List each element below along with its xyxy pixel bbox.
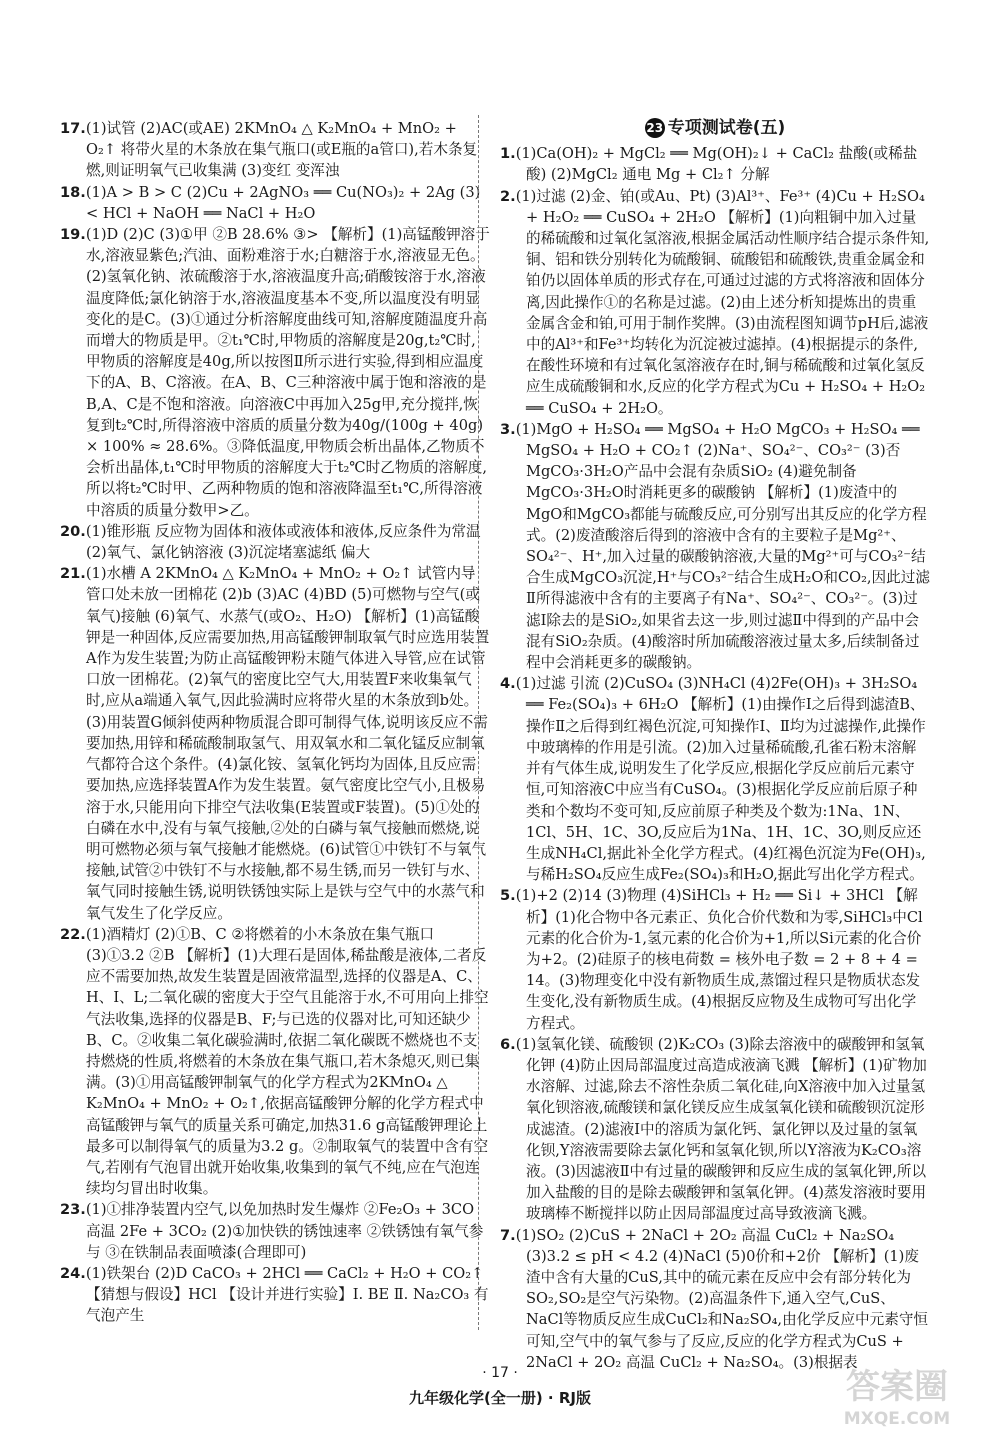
page-number: · 17 · — [482, 1365, 518, 1381]
answer-item — [60, 182, 490, 224]
answer-number: 5. — [500, 887, 516, 905]
answer-item — [500, 1034, 930, 1225]
section-title-text: 专项测试卷(五) — [667, 118, 786, 138]
answer-number: 22. — [60, 925, 86, 943]
right-column-items — [500, 143, 930, 1373]
answer-number: 20. — [60, 522, 86, 540]
answer-text: (1)Ca(OH)₂ + MgCl₂ ══ Mg(OH)₂↓ + CaCl₂ 盐酸(或稀盐酸) (2)MgCl₂ 通电 Mg + Cl₂↑ 分解 — [515, 145, 918, 184]
answer-number: 7. — [500, 1226, 516, 1244]
answer-item — [500, 885, 930, 1033]
answer-text: (1)+2 (2)14 (3)物理 (4)SiHCl₃ + H₂ ══ Si↓ + 3HCl 【解析】(1)化合物中各元素正、负化合价代数和为零,SiHCl₃中Cl元素的化合价为-1,氢元素的化合价为+1,所以Si元素的化合价为+2。(2)硅原子的核电荷数 = 核外电子数 = 2 + 8 + 4 = 14。(3)物理变化中没有新物质生成,蒸馏过程只是物质状态发生变化,没有新物质生成。(4)根据反应物及生成物可写出化学方程式。 — [515, 887, 923, 1032]
section-title — [500, 118, 930, 139]
answer-item — [500, 673, 930, 885]
watermark-url: MXQE.COM — [843, 1409, 951, 1429]
answer-item — [500, 186, 930, 419]
answer-number: 19. — [60, 226, 86, 244]
answer-text: (1)铁架台 (2)D CaCO₃ + 2HCl ══ CaCl₂ + H₂O + CO₂↑ 【猜想与假设】HCl 【设计并进行实验】Ⅰ. BE Ⅱ. Na₂CO₃ 有气泡产生 — [85, 1264, 489, 1325]
answer-text: (1)①排净装置内空气,以免加热时发生爆炸 ②Fe₂O₃ + 3CO 高温 2Fe + 3CO₂ (2)①加快铁的锈蚀速率 ②铁锈蚀有氧气参与 ③在铁制品表面喷漆(合理即可) — [85, 1201, 484, 1261]
answer-text: (1)SO₂ (2)CuS + 2NaCl + 2O₂ 高温 CuCl₂ + Na₂SO₄ (3)3.2 ≤ pH < 4.2 (4)NaCl (5)0价和+2价 【解析】(1)废渣中含有大量的CuS,其中的硫元素在反应中会有部分转化为SO₂,SO₂是空气污染物。(2)高温条件下,通入空气,CuS、NaCl等物质反应生成CuCl₂和Na₂SO₄,由化学反应中元素守恒可知,空气中的氧气参与了反应,反应的化学方程式为CuS + 2NaCl + 2O₂ 高温 CuCl₂ + Na₂SO₄。(3)根据表 — [515, 1226, 929, 1371]
answer-item — [60, 224, 490, 521]
book-title: 九年级化学(全一册) · RJ版 — [409, 1389, 591, 1407]
answer-number: 24. — [60, 1264, 86, 1282]
answer-number: 4. — [500, 675, 516, 693]
answer-number: 23. — [60, 1201, 86, 1219]
answer-item — [500, 419, 930, 673]
answer-item — [500, 1225, 930, 1373]
answer-text: (1)过滤 (2)金、铂(或Au、Pt) (3)Al³⁺、Fe³⁺ (4)Cu + H₂SO₄ + H₂O₂ ══ CuSO₄ + 2H₂O 【解析】(1)向粗铜中加入过量的稀硫酸和过氧化氢溶液,根据金属活动性顺序结合提示条件知,铜、铝和铁分别转化为硫酸铜、硫酸铝和硫酸铁,贵重金属金和铂仍以固体单质的形式存在,可通过过滤的方式将溶液和固体分离,因此操作①的名称是过滤。(2)由上述分析知提炼出的贵重金属含金和铂,可用于制作奖牌。(3)由流程图知调节pH后,滤液中的Al³⁺和Fe³⁺均转化为沉淀被过滤掉。(4)根据提示的条件,在酸性环境和有过氧化氢溶液存在时,铜与稀硫酸和过氧化氢反应生成硫酸铜和水,反应的化学方程式为Cu + H₂SO₄ + H₂O₂ ══ CuSO₄ + 2H₂O。 — [515, 187, 930, 417]
answer-number: 2. — [500, 187, 516, 205]
answer-text: (1)氢氧化镁、硫酸钡 (2)K₂CO₃ (3)除去溶液中的碳酸钾和氢氧化钾 (4)防止因局部温度过高造成液滴飞溅 【解析】(1)矿物加水溶解、过滤,除去不溶性杂质二氧化硅,向X溶液中加入过量氢氧化钡溶液,硫酸镁和氯化镁反应生成氢氧化镁和硫酸钡沉淀形成滤渣。(2)滤液Ⅰ中的溶质为氯化钙、氯化钾以及过量的氢氧化钡,Y溶液需要除去氯化钙和氢氧化钡,所以Y溶液为K₂CO₃溶液。(3)因滤液Ⅱ中有过量的碳酸钾和反应生成的氢氧化钾,所以加入盐酸的目的是除去碳酸钾和氢氧化钾。(4)蒸发溶液时要用玻璃棒不断搅拌以防止因局部温度过高导致液滴飞溅。 — [515, 1035, 927, 1223]
answer-text: (1)MgO + H₂SO₄ ══ MgSO₄ + H₂O MgCO₃ + H₂SO₄ ══ MgSO₄ + H₂O + CO₂↑ (2)Na⁺、SO₄²⁻、CO₃²⁻ (3)否 MgCO₃·3H₂O产品中会混有杂质SiO₂ (4)避免制备MgCO₃·3H₂O时消耗更多的碳酸钠 【解析】(1)废渣中的MgO和MgCO₃都能与硫酸反应,可分别写出其反应的化学方程式。(2)废渣酸溶后得到的溶液中含有的主要粒子是Mg²⁺、SO₄²⁻、H⁺,加入过量的碳酸钠溶液,大量的Mg²⁺可与CO₃²⁻结合生成MgCO₃沉淀,H⁺与CO₃²⁻结合生成H₂O和CO₂,因此过滤Ⅱ所得滤液中含有的主要离子有Na⁺、SO₄²⁻、CO₃²⁻。(3)过滤Ⅰ除去的是SiO₂,如果省去这一步,则过滤Ⅱ中得到的产品中会混有SiO₂杂质。(4)酸溶时所加硫酸溶液过量太多,后续制备过程中会消耗更多的碳酸钠。 — [515, 420, 930, 672]
answer-number: 21. — [60, 565, 86, 583]
answer-text: (1)水槽 A 2KMnO₄ △ K₂MnO₄ + MnO₂ + O₂↑ 试管内导管口处未放一团棉花 (2)b (3)AC (4)BD (5)可燃物与空气(或氧气)接触 (6)氧气、水蒸气(或O₂、H₂O) 【解析】(1)高锰酸钾是一种固体,反应需要加热,用高锰酸钾制取氧气时应选用装置A作为发生装置;为防止高锰酸钾粉末随气体进入导管,应在试管口放一团棉花。(2)氧气的密度比空气大,用装置F来收集氧气时,应从a端通入氧气,因此验满时应将带火星的木条放到b处。(3)用装置G倾斜使两种物质混合即可制得气体,说明该反应不需要加热,用锌和稀硫酸制取氢气、用双氧水和二氧化锰反应制氧气都符合这个条件。(4)氯化铵、氢氧化钙均为固体,且反应需要加热,应选择装置A作为发生装置。氨气密度比空气小,且极易溶于水,只能用向下排空气法收集(E装置或F装置)。(5)①处的白磷在水中,没有与氧气接触,②处的白磷与氧气接触而燃烧,说明可燃物必须与氧气接触才能燃烧。(6)试管①中铁钉不与氧气接触,试管②中铁钉不与水接触,都不易生锈,而另一铁钉与水、氧气同时接触生锈,说明铁锈蚀实际上是铁与空气中的水蒸气和氧气发生了化学反应。 — [85, 565, 490, 922]
answer-number: 17. — [60, 120, 86, 137]
right-column — [500, 118, 930, 1371]
watermark-logo — [822, 1358, 972, 1430]
answer-text: (1)试管 (2)AC(或AE) 2KMnO₄ △ K₂MnO₄ + MnO₂ + O₂↑ 将带火星的木条放在集气瓶口(或E瓶的a管口),若木条复燃,则证明氧气已收集满 (3)变红 变浑浊 — [85, 120, 478, 180]
column-divider — [478, 115, 479, 1330]
answer-item — [60, 521, 490, 563]
answer-item — [60, 563, 490, 923]
answer-item — [500, 143, 930, 185]
answer-number: 6. — [500, 1035, 516, 1053]
answer-text: (1)D (2)C (3)①甲 ②B 28.6% ③> 【解析】(1)高锰酸钾溶于水,溶液显紫色;汽油、面粉难溶于水;白糖溶于水,溶液显无色。(2)氢氧化钠、浓硫酸溶于水,溶液温度升高;硝酸铵溶于水,溶液温度降低;氯化钠溶于水,溶液温度基本不变,所以温度没有明显变化的是C。(3)①通过分析溶解度曲线可知,溶解度随温度升高而增大的物质是甲。②t₁℃时,甲物质的溶解度是20g,t₂℃时,甲物质的溶解度是40g,所以按图Ⅱ所示进行实验,得到相应温度下的A、B、C溶液。在A、B、C三种溶液中属于饱和溶液的是B,A、C是不饱和溶液。向溶液C中再加入25g甲,充分搅拌,恢复到t₂℃时,所得溶液中溶质的质量分数为40g/(100g + 40g) × 100% ≈ 28.6%。③降低温度,甲物质会析出晶体,乙物质不会析出晶体,t₁℃时甲物质的溶解度大于t₂℃时乙物质的溶解度,所以将t₂℃时甲、乙两种物质的饱和溶液降温至t₁℃,所得溶液中溶质的质量分数甲>乙。 — [85, 226, 490, 519]
section-number-badge: 23 — [645, 118, 665, 138]
answer-number: 18. — [60, 183, 86, 201]
answer-number: 1. — [500, 145, 516, 163]
answer-item — [60, 1199, 490, 1263]
answer-item — [60, 924, 490, 1200]
answer-text: (1)A > B > C (2)Cu + 2AgNO₃ ══ Cu(NO₃)₂ + 2Ag (3) < HCl + NaOH ══ NaCl + H₂O — [85, 183, 481, 222]
answer-text: (1)锥形瓶 反应物为固体和液体或液体和液体,反应条件为常温 (2)氧气、氯化钠溶液 (3)沉淀堵塞滤纸 偏大 — [85, 522, 481, 562]
answer-item — [60, 1263, 490, 1327]
answer-item — [60, 118, 490, 182]
answer-text: (1)酒精灯 (2)①B、C ②将燃着的小木条放在集气瓶口 (3)①3.2 ②B 【解析】(1)大理石是固体,稀盐酸是液体,二者反应不需要加热,故发生装置是固液常温型,选择的仪器是A、C、H、I、L;二氧化碳的密度大于空气且能溶于水,不可用向上排空气法收集,选择的仪器是B、F;与已选的仪器对比,可知还缺少B、C。②收集二氧化碳验满时,依据二氧化碳既不燃烧也不支持燃烧的性质,将燃着的木条放在集气瓶口,若木条熄灭,则已集满。(3)①用高锰酸钾制氧气的化学方程式为2KMnO₄ △ K₂MnO₄ + MnO₂ + O₂↑,依据高锰酸钾分解的化学方程式中高锰酸钾与氧气的质量关系可确定,加热31.6 g高锰酸钾理论上最多可以制得氧气的质量为3.2 g。②制取氧气的装置中含有空气,若刚有气泡冒出就开始收集,收集到的氧气不纯,应在气泡连续均匀冒出时收集。 — [85, 925, 489, 1198]
left-column — [60, 118, 490, 1338]
answer-number: 3. — [500, 420, 516, 438]
watermark-text: 答案圈 — [846, 1367, 948, 1407]
answer-text: (1)过滤 引流 (2)CuSO₄ (3)NH₄Cl (4)2Fe(OH)₃ + 3H₂SO₄ ══ Fe₂(SO₄)₃ + 6H₂O 【解析】(1)由操作Ⅰ之后得到滤渣B、操作Ⅱ之后得到红褐色沉淀,可知操作Ⅰ、Ⅱ均为过滤操作,此操作中玻璃棒的作用是引流。(2)加入过量稀硫酸,孔雀石粉末溶解并有气体生成,说明发生了化学反应,根据化学反应前后元素守恒,可知溶液C中应当有CuSO₄。(3)根据化学反应前后原子种类和个数均不变可知,反应前原子种类及个数为:1Na、1N、1Cl、5H、1C、3O,反应后为1Na、1H、1C、3O,则反应还生成NH₄Cl,据此补全化学方程式。(4)红褐色沉淀为Fe(OH)₃,与稀H₂SO₄反应生成Fe₂(SO₄)₃和H₂O,据此写出化学方程式。 — [515, 675, 926, 884]
